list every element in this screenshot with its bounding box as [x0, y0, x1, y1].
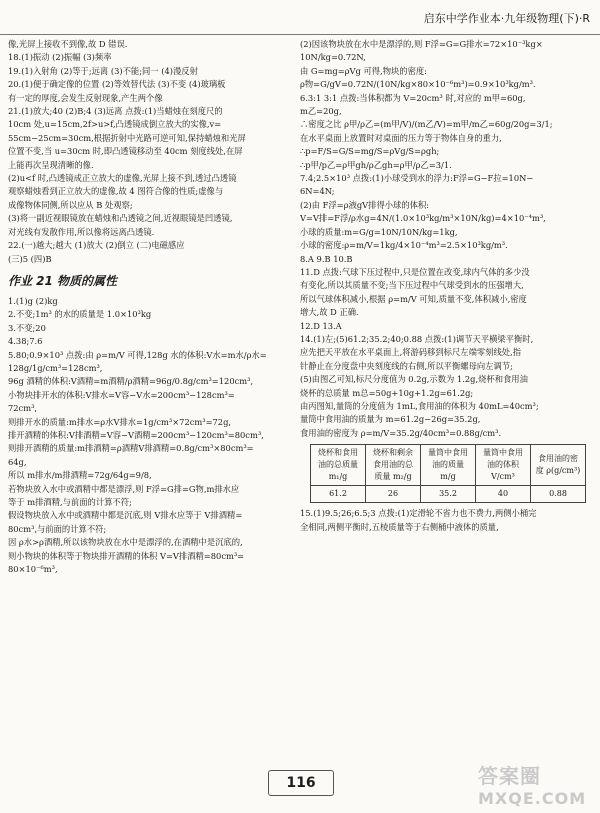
answer-line: 则排开水的质量:m排水=ρ水V排水=1g/cm³×72cm³=72g, [8, 416, 232, 427]
answer-line: ρ物=G/gV=0.72N/(10N/kg×80×10⁻⁶m³)=0.9×10³kg/m³. [300, 79, 536, 90]
answer-line: 80cm³,与前面的计算不符; [8, 523, 107, 534]
answer-line: 22.(一)越大;越大 (1)放大 (2)倒立 (二)电磁感应 [8, 240, 185, 251]
table-cell: 35.2 [421, 486, 476, 503]
answer-line: 7.4;2.5×10³ 点拨:(1)小球受到水的浮力:F浮=G−F拉=10N− [300, 173, 534, 184]
answer-line: 量筒中食用油的质量为 m=61.2g−26g=35.2g, [300, 414, 481, 425]
table-header-cell: 烧杯和食用油的总质量 m₁/g [311, 445, 366, 486]
table-header-cell: 量筒中食用油的质量 m/g [421, 445, 476, 486]
answer-line: ∴p甲/p乙=ρ甲gh/ρ乙gh=ρ甲/ρ乙=3/1. [300, 159, 452, 170]
answer-line: 2.不变;1m³ 的水的质量是 1.0×10³kg [8, 309, 152, 320]
section-title: 作业 21 物质的属性 [8, 273, 118, 288]
answer-line: (3)将一副近视眼镜放在蜡烛和凸透镜之间,近视眼镜是凹透镜, [8, 213, 233, 224]
answer-line: 食用油的密度为 ρ=m/V=35.2g/40cm³=0.88g/cm³. [300, 427, 502, 438]
header-title: 启东中学作业本·九年级物理(下)·R [423, 12, 590, 25]
answer-line: 则排开酒精的质量:m排酒精=ρ酒精V排酒精=0.8g/cm³×80cm³= [8, 443, 254, 454]
answer-line: (2)u<f 时,凸透镜成正立放大的虚像,光屏上接不到,透过凸透镜 [8, 173, 237, 184]
answer-line: 12.D 13.A [300, 320, 342, 331]
answer-line: 96g 酒精的体积:V酒精=m酒精/ρ酒精=96g/0.8g/cm³=120cm³, [8, 376, 254, 387]
table-cell: 26 [366, 486, 421, 503]
answer-line: 对光线有发散作用,所以像将远离凸透镜. [8, 226, 155, 237]
answer-line: 增大,故 D 正确. [300, 307, 359, 318]
table-header-cell: 烧杯和剩余食用油的总质量 m₂/g [366, 445, 421, 486]
table-row [311, 486, 586, 503]
answer-line: 有变化,所以其质量不变;当下压过程中气球受到水的压强增大, [300, 280, 524, 291]
answer-line: 8.A 9.B 10.B [300, 253, 353, 264]
table-header-cell: 量筒中食用油的体积 V/cm³ [476, 445, 531, 486]
page-number: 116 [268, 770, 334, 796]
answer-line: 则小物块的体积等于物块排开酒精的体积 V=V排酒精=80cm³= [8, 550, 245, 561]
answer-line: 14.(1)左;(5)61.2;35.2;40;0.88 点拨:(1)调节天平横梁平衡时, [300, 333, 534, 344]
answer-line: 6.3:1 3:1 点拨:当体积都为 V=20cm³ 时,对应的 m甲=60g, [300, 92, 526, 103]
answer-line: 应先把天平放在水平桌面上,将游码移到标尺左端零刻线处,指 [300, 347, 521, 358]
left-column [8, 38, 296, 576]
answer-line: (5)由图乙可知,标尺分度值为 0.2g,示数为 1.2g,烧杯和食用油 [300, 374, 528, 385]
answer-line: V=V排=F浮/ρ水g=4N/(1.0×10³kg/m³×10N/kg)=4×10⁻⁴m³, [300, 213, 546, 224]
right-column [300, 38, 592, 534]
answer-line: 针静止在分度盘中央刻度线的右侧,所以平衡螺母向左调节; [300, 360, 513, 371]
table-header-row [311, 445, 586, 486]
watermark-cn: 答案圈 [478, 764, 541, 788]
answer-line: 20.(1)便于确定像的位置 (2)等效替代法 (3)不变 (4)玻璃板 [8, 79, 226, 90]
answer-line: 3.不变;20 [8, 322, 46, 333]
left-answer-lines-2 [8, 295, 296, 577]
answer-line: 64g, [8, 456, 27, 467]
answer-line: 6N=4N; [300, 186, 335, 197]
answer-line: 5.80;0.9×10³ 点拨:由 ρ=m/V 可得,128g 水的体积:V水=m水/ρ水= [8, 349, 267, 360]
page-header [0, 0, 600, 35]
answer-line: (2)因该物块放在水中是漂浮的,则 F浮=G=G排水=72×10⁻³kg× [300, 39, 543, 49]
watermark-en: MXQE.COM [478, 789, 587, 808]
answer-line: 小球的密度:ρ=m/V=1kg/4×10⁻⁴m³=2.5×10³kg/m³. [300, 240, 508, 251]
answer-line: 4.38;7.6 [8, 336, 43, 347]
answer-line: 19.(1)入射角 (2)等于;远离 (3)不能;同一 (4)漫反射 [8, 65, 198, 76]
table-header-cell: 食用油的密度 ρ(g/cm³) [531, 445, 586, 486]
answer-line: 全相同,两侧平衡时,五棱质量等于右侧桶中液体的质量, [300, 521, 499, 532]
answer-line: 21.(1)放大;40 (2)B;4 (3)远离 点拨:(1)当蜡烛在刻度尺的 [8, 106, 223, 117]
table-cell: 0.88 [531, 486, 586, 503]
answer-line: 由丙图知,量筒的分度值为 1mL,食用油的体积为 40mL=40cm³; [300, 400, 539, 411]
answer-line: 80×10⁻⁶m³, [8, 564, 58, 575]
answer-line: 由 G=mg=ρVg 可得,物块的密度: [300, 65, 427, 76]
answer-line: 小球的质量:m=G/g=10N/10N/kg=1kg, [300, 226, 458, 237]
answer-line: ∴密度之比 ρ甲/ρ乙=(m甲/V)/(m乙/V)=m甲/m乙=60g/20g=3/1; [300, 119, 553, 130]
answer-line: ∴p=F/S=G/S=mg/S=ρVg/S=ρgh; [300, 146, 440, 157]
answer-line: 55cm−25cm=30cm,根据折射中光路可逆可知,保持蜡烛和光屏 [8, 132, 246, 143]
answer-line: 像,光屏上接收不到像,故 D 错误. [8, 39, 128, 49]
left-answer-lines [8, 38, 296, 266]
answer-line: 11.D 点拨:气球下压过程中,只是位置在改变,球内气体的多少没 [300, 266, 530, 277]
answer-line: 观察蜡烛看到正立放大的虚像,故 4 图符合像的性质;虚像与 [8, 186, 224, 197]
answer-line: 在水平桌面上放置时对桌面的压力等于物体自身的重力, [300, 132, 502, 143]
answer-line: 128g/1g/cm³=128cm³, [8, 362, 103, 373]
answer-line: 上能再次呈现清晰的像. [8, 159, 94, 170]
table-cell: 40 [476, 486, 531, 503]
answer-line: 烧杯的总质量 m总=50g+10g+1.2g=61.2g; [300, 387, 474, 398]
answer-line: 小物块排开水的体积:V排水=V容−V水=200cm³−128cm³= [8, 389, 235, 400]
watermark-logo [478, 760, 588, 810]
answer-line: 所以气球体积减小,根据 ρ=m/V 可知,质量不变,体积减小,密度 [300, 293, 527, 304]
answer-line: 若物块放入水中或酒精中都是漂浮,则 F浮=G排=G物,m排水应 [8, 483, 240, 494]
answer-line: 假设物块放入水中或酒精中都是沉底,则 V排水应等于 V排酒精= [8, 510, 243, 521]
answer-line: 15.(1)9.5;26;6.5;3 点拨:(1)定滑轮不省力也不费力,两侧小桶完 [300, 508, 537, 519]
answer-line: 1.(1)g (2)kg [8, 295, 58, 306]
answer-line: 10cm 处,u=15cm,2f>u>f,凸透镜成倒立放大的实像,v= [8, 119, 222, 130]
answer-line: 因 ρ水>ρ酒精,所以该物块放在水中是漂浮的,在酒精中是沉底的, [8, 537, 243, 548]
answer-table [310, 444, 586, 503]
answer-line: 10N/kg=0.72N, [300, 52, 366, 63]
answer-line: 72cm³, [8, 403, 38, 414]
right-answer-lines-2 [300, 507, 592, 534]
table-cell: 61.2 [311, 486, 366, 503]
answer-line: 18.(1)振动 (2)振幅 (3)频率 [8, 52, 112, 63]
right-answer-lines [300, 38, 592, 440]
answer-line: 位置不变,当 u=30cm 时,即凸透镜移动至 40cm 刻度线处,在屏 [8, 146, 243, 157]
answer-line: 等于 m排酒精,与前面的计算不符; [8, 497, 132, 507]
answer-line: 排开酒精的体积:V排酒精=V容−V酒精=200cm³−120cm³=80cm³, [8, 429, 264, 440]
answer-line: (三)5 (四)B [8, 253, 52, 264]
answer-line: (2)由 F浮=ρ液gV排得小球的体积: [300, 199, 430, 210]
answer-line: 有一定的厚度,会发生反射现象,产生两个像 [8, 92, 163, 103]
answer-line: 成像物体同侧,所以应从 B 处观察; [8, 199, 133, 210]
answer-line: 所以 m排水/m排酒精=72g/64g=9/8, [8, 470, 152, 481]
answer-line: m乙=20g, [300, 106, 342, 117]
